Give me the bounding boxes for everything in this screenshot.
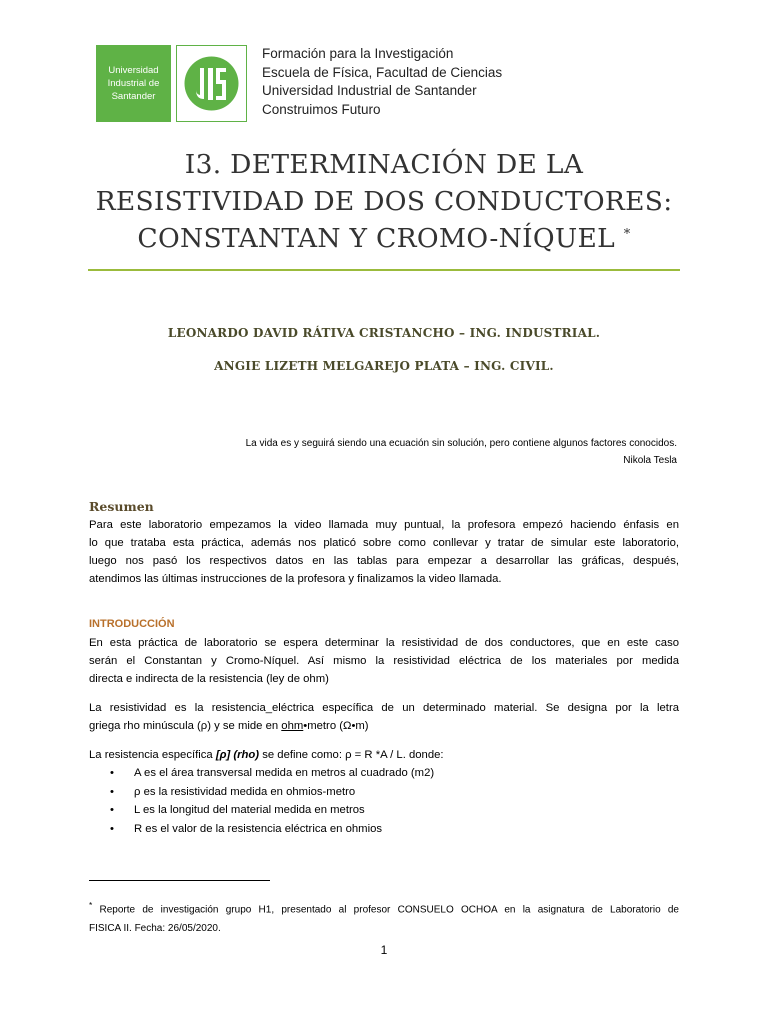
author-2: ANGIE LIZETH MELGAREJO PLATA – ING. CIVIL.	[214, 359, 554, 373]
page-number: 1	[380, 943, 388, 957]
intro-p2-text-b: •metro (Ω•m)	[303, 720, 369, 732]
resumen-line-3: luego nos pasó los respectivos datos en las tablas para empezar a desarrollar las gráficas, después,	[89, 555, 679, 567]
institution-line-2: Escuela de Física, Facultad de Ciencias	[262, 64, 503, 80]
bullet-item	[110, 764, 434, 783]
institution-line-3: Universidad Industrial de Santander	[262, 83, 477, 98]
epigraph-author: Nikola Tesla	[623, 455, 677, 466]
rho-symbol-text: [ρ] (rho)	[215, 749, 260, 761]
logo-line-1: Universidad	[108, 65, 159, 76]
bullet-item	[110, 820, 434, 839]
footnote-line-2: FISICA II. Fecha: 26/05/2020.	[89, 923, 221, 935]
title-footnote-mark: *	[623, 227, 631, 242]
bullet-text: L es la longitud del material medida en metros	[134, 804, 365, 816]
bullet-icon: •	[110, 785, 114, 798]
bullet-item	[110, 783, 434, 802]
intro-p1-line-3: directa e indirecta de la resistencia (ley de ohm)	[89, 673, 329, 685]
intro-p3-line	[89, 746, 679, 764]
bullet-icon: •	[110, 804, 114, 816]
document-title	[60, 146, 708, 257]
intro-paragraph-3	[89, 746, 679, 764]
institution-line-1: Formación para la Investigación	[262, 46, 454, 61]
resumen-paragraph	[89, 516, 679, 588]
footnote	[89, 896, 679, 938]
resumen-heading: Resumen	[89, 499, 154, 514]
intro-p2-line-2	[89, 717, 679, 735]
intro-p3-text-a: La resistencia específica	[89, 749, 216, 761]
intro-p2-text-a: griega rho minúscula (ρ) y se mide en	[89, 720, 282, 732]
bullet-item	[110, 801, 434, 820]
intro-p1-line-1: En esta práctica de laboratorio se espera determinar la resistividad de dos conductores, que en este caso	[89, 637, 679, 649]
introduccion-heading: INTRODUCCIÓN	[89, 618, 175, 630]
footnote-separator	[89, 880, 270, 881]
bullet-text: ρ es la resistividad medida en ohmios-metro	[134, 785, 356, 798]
intro-p1-line-2: serán el Constantan y Cromo-Níquel. Así mismo la resistividad eléctrica de los materiales por medida	[89, 655, 679, 667]
intro-paragraph-1	[89, 634, 679, 688]
title-divider	[88, 269, 680, 271]
bullet-icon: •	[110, 767, 114, 779]
uis-logo-icon	[176, 45, 247, 122]
intro-paragraph-2	[89, 699, 679, 735]
university-logo-text-box	[96, 45, 171, 122]
definition-bullet-list	[110, 764, 434, 838]
epigraph-quote: La vida es y seguirá siendo una ecuación sin solución, pero contiene algunos factores conocidos.	[245, 438, 677, 449]
institution-header	[262, 45, 502, 119]
logo-line-3: Santander	[111, 91, 156, 102]
title-line-1: I3. DETERMINACIÓN DE LA	[184, 149, 584, 180]
ohm-link-text: ohm	[281, 720, 304, 732]
institution-line-4: Construimos Futuro	[262, 101, 381, 117]
footnote-mark: *	[89, 900, 93, 910]
bullet-text: A es el área transversal medida en metros al cuadrado (m2)	[134, 767, 435, 779]
footnote-line-1-text: Reporte de investigación grupo H1, presentado al profesor CONSUELO OCHOA en la asignatura de Laboratorio de	[92, 904, 679, 916]
title-line-2: RESISTIVIDAD DE DOS CONDUCTORES:	[95, 186, 673, 217]
title-line-3	[60, 220, 708, 257]
resumen-line-2: lo que trataba esta práctica, además nos platicó sobre como conllevar y tratar de simular este laboratorio,	[89, 537, 679, 549]
author-1: LEONARDO DAVID RÁTIVA CRISTANCHO – ING. INDUSTRIAL.	[167, 326, 601, 340]
bullet-icon: •	[110, 822, 114, 835]
intro-p2-line-1: La resistividad es la resistencia_eléctrica específica de un determinado material. Se designa por la letra	[89, 702, 679, 714]
bullet-text: R es el valor de la resistencia eléctrica en ohmios	[134, 822, 383, 835]
resumen-line-4: atendimos las últimas instrucciones de la profesora y finalizamos la video llamada.	[89, 573, 502, 585]
resumen-line-1: Para este laboratorio empezamos la video llamada muy puntual, la profesora empezó haciendo énfasis en	[89, 519, 679, 531]
footnote-line-1	[89, 896, 679, 919]
title-line-3-text: CONSTANTAN Y CROMO-NÍQUEL	[137, 223, 616, 254]
logo-line-2: Industrial de	[107, 78, 160, 89]
intro-p3-text-b: se define como: ρ = R *A / L. donde:	[259, 749, 444, 761]
